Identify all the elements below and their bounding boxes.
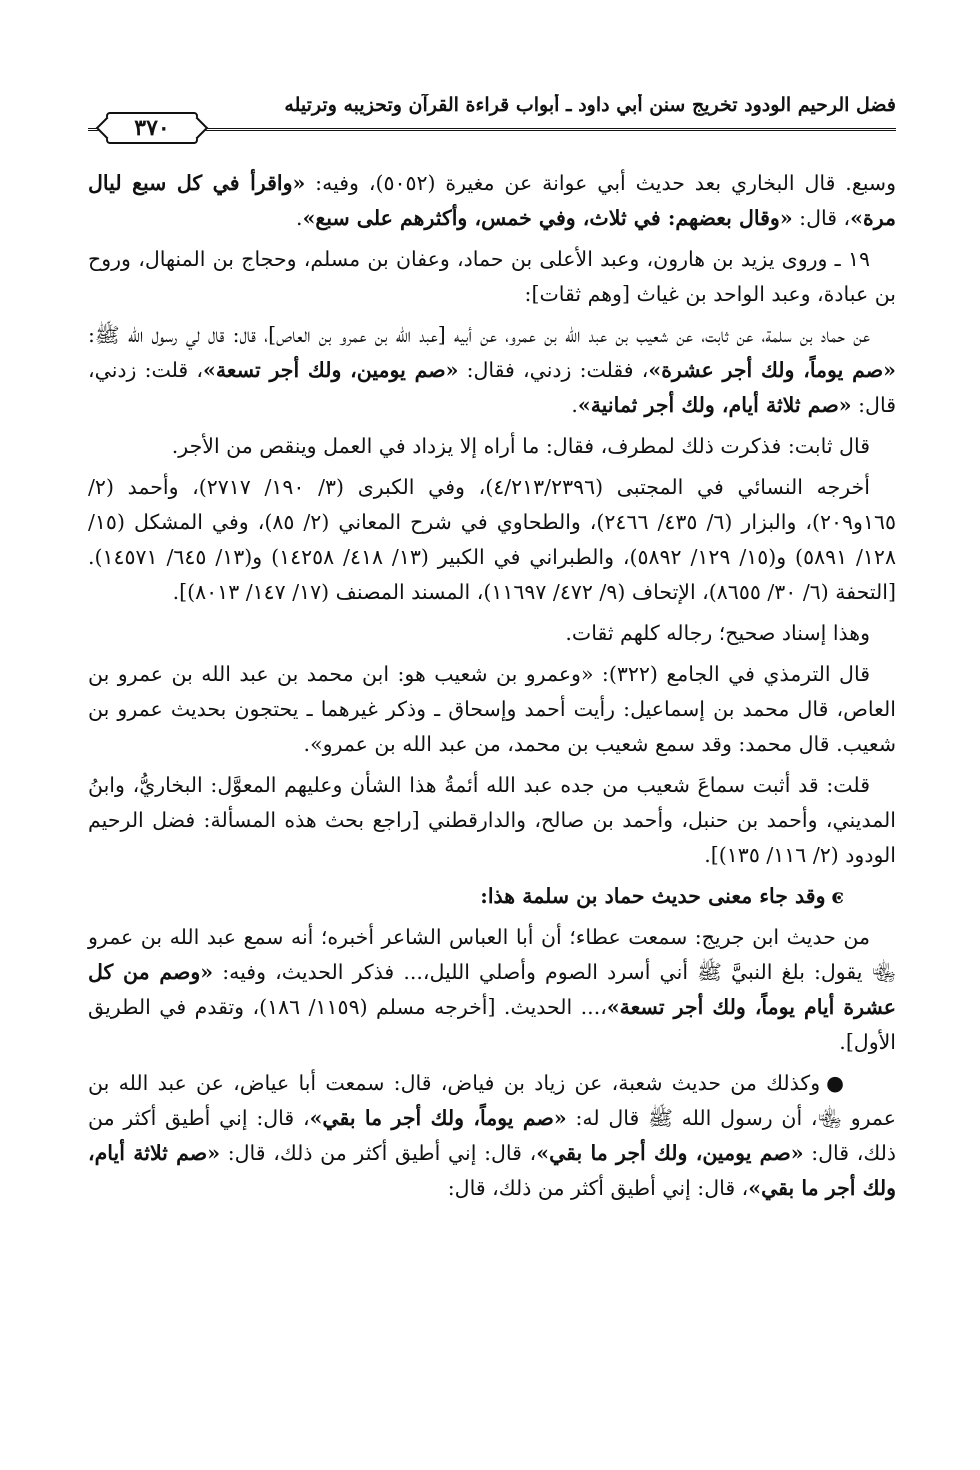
paragraph-3	[88, 318, 896, 423]
header-title: فضل الرحيم الودود تخريج سنن أبي داود ـ أبواب قراءة القرآن وتحزيبه وترتيله	[284, 94, 896, 116]
p11-text-c: ، قال: إني أطيق أكثر من ذلك، قال:	[88, 1106, 896, 1165]
p3-text-c: ، فقلت: زدني، فقال:	[458, 358, 649, 382]
p11-quote-3: «صم ثلاثة أيام، ولك أجر ما بقي»	[88, 1141, 896, 1200]
p11-quote-1: «صم يوماً، ولك أجر ما بقي»	[309, 1106, 567, 1130]
p8-text-a: قلت: قد أثبت سماعَ شعيب من جده عبد الله أئمةُ هذا الشأن وعليهم المعوَّل: البخاريُّ، وابنُ المديني، وأحمد بن حنبل، وأحمد بن صالح، والدارقطني	[88, 773, 896, 832]
bullet-icon: ●	[826, 1071, 844, 1095]
running-header	[88, 86, 896, 144]
p1-text-e: .	[296, 206, 303, 230]
p11-text-e: ، قال: إني أطيق أكثر من ذلك، قال:	[220, 1141, 537, 1165]
p7-text-c: .	[303, 732, 311, 756]
p11-text-a: وكذلك من حديث شعبة، عن زياد بن فياض، قال: سمعت أبا عياض، عن عبد الله بن عمرو ﵄، أن رسول الله ﷺ قال له:	[88, 1071, 896, 1130]
p10-text-c: ،... الحديث. [أخرجه مسلم (١١٥٩/ ١٨٦)، وتقدم في الطريق الأول].	[88, 995, 896, 1054]
section-marker-icon: ͼ	[831, 884, 844, 908]
p3-text-g: .	[571, 393, 578, 417]
p3-text-a: عن حماد بن سلمة، عن ثابت، عن شعيب بن عبد الله بن عمرو، عن أبيه [عبد الله بن عمرو بن العاص]، قال: قال لي رسول الله ﷺ:	[88, 323, 870, 347]
p1-quote-1: «واقرأ في كل سبع ليال مرة»	[88, 171, 896, 230]
paragraph-1	[88, 166, 896, 236]
paragraph-2: ١٩ ـ وروى يزيد بن هارون، وعبد الأعلى بن حماد، وعفان بن مسلم، وحجاج بن المنهال، وروح بن عبادة، وعبد الواحد بن غياث [وهم ثقات]:	[88, 247, 896, 306]
p3-quote-3: «صم ثلاثة أيام، ولك أجر ثمانية»	[577, 393, 852, 417]
paragraph-7	[88, 657, 896, 762]
paragraph-11	[88, 1066, 896, 1206]
p11-text-g: ، قال: إني أطيق أكثر من ذلك، قال:	[447, 1176, 749, 1200]
p3-quote-1: «صم يوماً، ولك أجر عشرة»	[648, 358, 896, 382]
header-rule	[88, 128, 896, 131]
paragraph-5: أخرجه النسائي في المجتبى (٤/٢١٣/٢٣٩٦)، وفي الكبرى (٣/ ١٩٠/ ٢٧١٧)، وأحمد (٢/ ١٦٥و٢٠٩)، والبزار (٦/ ٤٣٥/ ٢٤٦٦)، والطحاوي في شرح المعاني (٢/ ٨٥)، وفي المشكل (١٥/ ١٢٨/ ٥٨٩١) و(١٥/ ١٢٩/ ٥٨٩٢)، والطبراني في الكبير (١٣/ ٤١٨/ ١٤٢٥٨) و(١٣/ ٦٤٥/ ١٤٥٧١). [التحفة (٦/ ٣٠/ ٨٦٥٥)، الإتحاف (٩/ ٤٧٢/ ١١٦٩٧)، المسند المصنف (١٧/ ١٤٧/ ٨٠١٣)].	[88, 475, 896, 604]
p11-quote-2: «صم يومين، ولك أجر ما بقي»	[536, 1141, 804, 1165]
p3-quote-2: «صم يومين، ولك أجر تسعة»	[203, 358, 459, 382]
paragraph-6: وهذا إسناد صحيح؛ رجاله كلهم ثقات.	[565, 621, 870, 645]
p1-quote-2: «وقال بعضهم: في ثلاث، وفي خمس، وأكثرهم على سبع»	[302, 206, 793, 230]
p1-text-c: ، قال:	[792, 206, 851, 230]
p9-heading: وقد جاء معنى حديث حماد بن سلمة هذا:	[480, 884, 826, 908]
paragraph-4: قال ثابت: فذكرت ذلك لمطرف، فقال: ما أراه إلا يزداد في العمل وينقص من الأجر.	[171, 434, 870, 458]
paragraph-9	[88, 879, 896, 914]
p10-text-a: من حديث ابن جريج: سمعت عطاء؛ أن أبا العباس الشاعر أخبره؛ أنه سمع عبد الله بن عمرو ﵄ يقول: بلغ النبيَّ ﷺ أني أسرد الصوم وأصلي الليل،... فذكر الحديث، وفيه:	[88, 925, 896, 984]
p7-quote: «وعمرو بن شعيب هو: ابن محمد بن عبد الله بن عمرو بن العاص، قال محمد بن إسماعيل: رأيت أحمد وإسحاق ـ وذكر غيرهما ـ يحتجون بحديث عمرو بن شعيب. قال محمد: وقد سمع شعيب بن محمد، من عبد الله بن عمرو»	[88, 662, 896, 756]
book-page	[88, 86, 896, 1406]
p10-quote: «وصم من كل عشرة أيام يوماً، ولك أجر تسعة»	[88, 960, 896, 1019]
p1-text-a: وسبع. قال البخاري بعد حديث أبي عوانة عن مغيرة (٥٠٥٢)، وفيه:	[305, 171, 896, 195]
paragraph-8	[88, 768, 896, 873]
paragraph-10	[88, 920, 896, 1060]
p3-text-e: ، قلت: زدني، قال:	[88, 358, 896, 417]
p7-text-a: قال الترمذي في الجامع (٣٢٢):	[593, 662, 870, 686]
body-text	[88, 166, 896, 1212]
p8-reference: [راجع بحث هذه المسألة: فضل الرحيم الودود (٢/ ١١٦/ ١٣٥)].	[88, 808, 896, 867]
page-number: ٣٧٠	[106, 112, 198, 144]
